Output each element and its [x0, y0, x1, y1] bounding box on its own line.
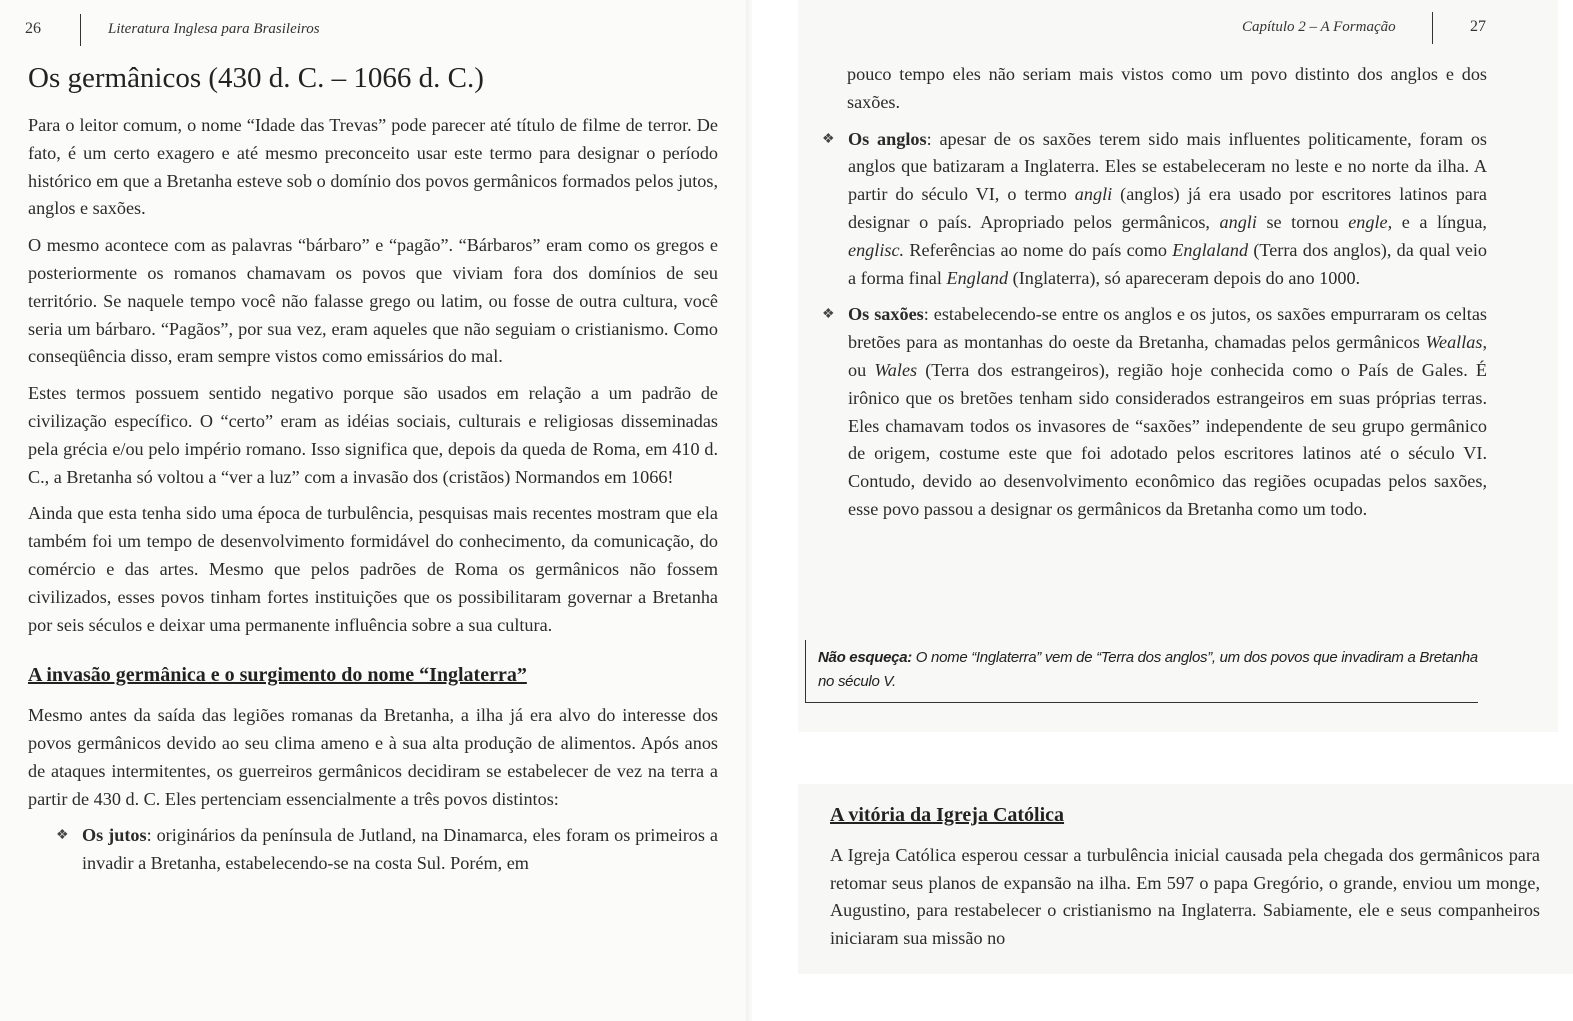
bullet-anglos [822, 126, 1487, 293]
bullet-term: Os saxões [848, 304, 924, 325]
chapter-title: Os germânicos (430 d. C. – 1066 d. C.) [28, 62, 484, 94]
bullet-text: e a língua, [1392, 211, 1487, 232]
page-number: 27 [1470, 18, 1486, 35]
paragraph: A Igreja Católica esperou cessar a turbulência inicial causada pela chegada dos germânicos para retomar seus planos de expansão na ilha. Em 597 o papa Gregório, o grande, enviou um monge, Augustino, para restabelecer o cristianismo na Inglaterra. Sabiamente, ele e seus companheiros iniciaram sua missão no [830, 844, 1540, 949]
note-label: Não esqueça: [818, 649, 912, 666]
header-divider [1432, 12, 1433, 44]
italic-term: engle, [1348, 211, 1393, 232]
diamond-bullet-icon: ❖ [56, 828, 69, 844]
bullet-text: , ou [848, 332, 1487, 380]
italic-term: Wales [874, 359, 918, 380]
reminder-note-box [805, 640, 1478, 703]
running-head: Literatura Inglesa para Brasileiros [108, 21, 320, 37]
italic-term: Englaland [1172, 239, 1249, 260]
italic-term: angli [1074, 184, 1113, 205]
paragraph: Mesmo antes da saída das legiões romanas da Bretanha, a ilha já era alvo do interesse dos povos germânicos devido ao seu clima ameno e à sua alta produção de alimentos. Após anos de ataques intermitentes, os guerreiros germânicos decidiram se estabelecer de vez na terra a partir de 430 d. C. Eles pertenciam essencialmente a três povos distintos: [28, 705, 718, 809]
paragraph: O mesmo acontece com as palavras “bárbaro” e “pagão”. “Bárbaros” eram como os gregos e posteriormente os romanos chamavam os povos que viviam fora dos domínios de seu território. Se naquele tempo você não falasse grego ou latim, ou fosse de outra cultura, você seria um bárbaro. “Pagãos”, por sua vez, eram aqueles que não seguiam o cristianismo. Como conseqüência disso, eram sempre vistos como emissários do mal. [28, 235, 718, 367]
section-title-igreja: A vitória da Igreja Católica [830, 804, 1065, 826]
italic-term: Weallas [1425, 332, 1483, 353]
paragraph: Para o leitor comum, o nome “Idade das Trevas” pode parecer até título de filme de terror. De fato, é um certo exagero e até mesmo preconceito usar este termo para designar o período histórico em que a Bretanha esteve sob o domínio dos povos germânicos formados pelos jutos, anglos e saxões. [28, 115, 718, 219]
bullet-jutos [56, 822, 718, 878]
paragraph: Estes termos possuem sentido negativo porque são usados em relação a um padrão de civilização específico. O “certo” eram as idéias sociais, culturais e religiosas disseminadas pela grécia e/ou pelo império romano. Isso significa que, depois da queda de Roma, em 410 d. C., a Bretanha só voltou a “ver a luz” com a invasão dos (cristãos) Normandos em 1066! [28, 383, 718, 487]
right-lower-column [830, 802, 1540, 962]
bullet-text: se tornou [1256, 211, 1349, 232]
bullet-text: : apesar de os saxões terem sido mais influentes politicamente, foram os anglos que batizaram a Inglaterra. Eles se estabeleceram no leste e no norte da ilha. A partir do século VI, o termo [848, 128, 1487, 205]
page-number: 26 [25, 20, 41, 37]
paragraph: pouco tempo eles não seriam mais vistos como um povo distinto dos anglos e dos saxões. [847, 64, 1487, 112]
diamond-bullet-icon: ❖ [822, 307, 835, 323]
bullet-text: (Inglaterra), só apareceram depois do ano 1000. [1008, 267, 1361, 288]
bullet-text: : originários da península de Jutland, na Dinamarca, eles foram os primeiros a invadir a Bretanha, estabelecendo-se na costa Sul. Porém, em [82, 825, 718, 874]
bullet-term: Os jutos [82, 825, 147, 846]
running-head: Capítulo 2 – A Formação [1242, 19, 1396, 35]
right-text-column [822, 61, 1487, 524]
bullet-term: Os anglos [848, 128, 927, 149]
bullet-text: (Terra dos estrangeiros), região hoje conhecida como o País de Gales. É irônico que os bretões tenham sido considerados estrangeiros em suas próprias terras. Eles chamavam todos os invasores de “saxões” independente de seu grupo germânico de origem, costume este que foi adotado pelos escritores latinos até o século VI. Contudo, devido ao desenvolvimento econômico das regiões ocupadas pelos saxões, esse povo passou a designar os germânicos da Bretanha como um todo. [848, 359, 1488, 519]
bullet-text: : estabelecendo-se entre os anglos e os jutos, os saxões empurraram os celtas bretões para as montanhas do oeste da Bretanha, chamadas pelos germânicos [848, 304, 1487, 353]
italic-term: England [946, 267, 1009, 288]
bullet-saxoes [822, 301, 1487, 523]
italic-term: englisc. [848, 239, 905, 260]
bullet-text: (anglos) já era usado por escritores latinos para designar o país. Apropriado pelos germânicos, [848, 184, 1487, 232]
italic-term: angli [1219, 211, 1257, 232]
note-text: O nome “Inglaterra” vem de “Terra dos anglos”, um dos povos que invadiram a Bretanha no século V. [818, 649, 1478, 690]
diamond-bullet-icon: ❖ [822, 131, 835, 147]
bullet-text: (Terra dos anglos), da qual veio a forma final [848, 239, 1487, 288]
left-page [0, 0, 752, 1021]
header-divider [80, 14, 81, 46]
paragraph: Ainda que esta tenha sido uma época de turbulência, pesquisas mais recentes mostram que ela também foi um tempo de desenvolvimento formidável do conhecimento, da comunicação, do comércio e das artes. Mesmo que pelos padrões de Roma os germânicos não fossem civilizados, esses povos tinham fortes instituições que os possibilitaram governar a Bretanha por seis séculos e deixar uma permanente influência sobre a sua cultura. [28, 503, 718, 635]
section-title-invasao: A invasão germânica e o surgimento do nome “Inglaterra” [28, 664, 527, 687]
left-text-column [28, 112, 718, 878]
bullet-text: Referências ao nome do país como [904, 239, 1173, 260]
